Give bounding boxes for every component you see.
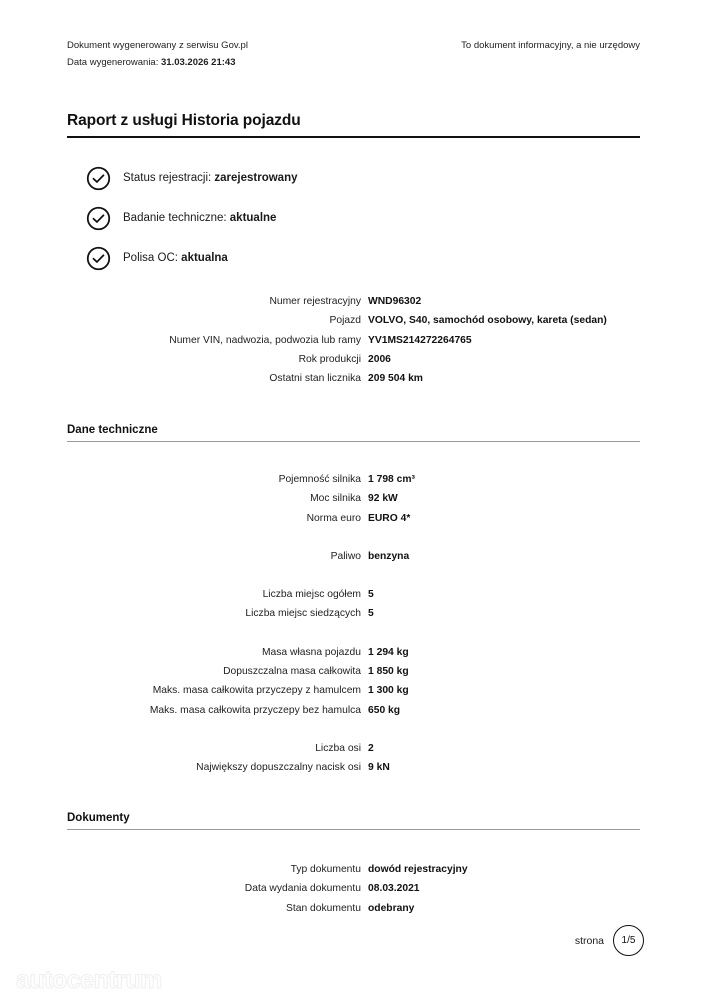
document-header <box>67 38 640 71</box>
table-row <box>0 903 706 922</box>
section-heading-technical <box>67 424 640 442</box>
table-row <box>0 493 706 512</box>
row-value: odebrany <box>368 902 415 914</box>
row-label: Dopuszczalna masa całkowita <box>223 666 361 678</box>
row-spacer <box>0 628 706 647</box>
row-label: Największy dopuszczalny nacisk osi <box>196 762 361 774</box>
generated-date-value: 31.03.2026 21:43 <box>161 56 236 68</box>
section-title: Dane techniczne <box>67 424 158 436</box>
table-row <box>0 647 706 666</box>
table-row <box>0 589 706 608</box>
table-row <box>0 883 706 902</box>
header-left-block <box>67 38 248 71</box>
row-label: Liczba miejsc ogółem <box>262 589 361 601</box>
check-circle-icon <box>86 166 111 191</box>
row-value: YV1MS214272264765 <box>368 334 472 346</box>
row-label: Stan dokumentu <box>286 902 361 914</box>
row-label: Data wydania dokumentu <box>244 883 361 895</box>
row-label: Numer rejestracyjny <box>269 296 361 307</box>
row-value: EURO 4* <box>368 512 411 524</box>
row-value: 1 294 kg <box>368 646 409 658</box>
row-label: Rok produkcji <box>298 353 361 365</box>
row-value: 1 798 cm³ <box>368 474 415 485</box>
row-value: 209 504 km <box>368 373 423 385</box>
vehicle-details-block <box>0 296 706 392</box>
page-footer <box>575 925 644 956</box>
section-divider <box>67 441 640 442</box>
status-value-registration: zarejestrowany <box>214 172 298 184</box>
header-disclaimer: To dokument informacyjny, a nie urzędowy <box>461 40 640 51</box>
row-value: 92 kW <box>368 493 398 505</box>
status-row-registration <box>86 158 626 198</box>
row-value: 2006 <box>368 353 391 365</box>
table-row <box>0 315 706 334</box>
row-value: 1 300 kg <box>368 685 409 697</box>
table-row <box>0 743 706 762</box>
status-text-insurance <box>123 252 228 264</box>
row-value: 5 <box>368 589 374 601</box>
row-value: 2 <box>368 742 374 754</box>
report-title-block <box>67 112 640 138</box>
table-row <box>0 354 706 373</box>
table-row <box>0 685 706 704</box>
section-divider <box>67 829 640 830</box>
page-title: Raport z usługi Historia pojazdu <box>67 112 301 129</box>
table-row <box>0 705 706 724</box>
table-row <box>0 474 706 493</box>
row-spacer <box>0 532 706 551</box>
watermark: autocentrum <box>16 966 162 994</box>
status-label-registration: Status rejestracji: <box>123 172 212 184</box>
row-value: 1 850 kg <box>368 666 409 678</box>
table-row <box>0 373 706 392</box>
row-label: Maks. masa całkowita przyczepy z hamulcem <box>152 685 361 697</box>
row-value: 5 <box>368 608 374 620</box>
row-value: VOLVO, S40, samochód osobowy, kareta (sedan) <box>368 315 607 327</box>
table-row <box>0 864 706 883</box>
row-label: Pojazd <box>329 315 361 327</box>
table-row <box>0 296 706 315</box>
status-label-insurance: Polisa OC: <box>123 252 178 264</box>
row-value: 08.03.2021 <box>368 883 420 895</box>
documents-details-block <box>0 864 706 922</box>
status-label-inspection: Badanie techniczne: <box>123 212 227 224</box>
row-label: Pojemność silnika <box>278 474 361 485</box>
table-row <box>0 666 706 685</box>
status-list <box>86 158 626 278</box>
table-row <box>0 513 706 532</box>
row-label: Ostatni stan licznika <box>269 373 361 385</box>
page-label: strona <box>574 934 604 947</box>
table-row <box>0 551 706 570</box>
source-line: Dokument wygenerowany z serwisu Gov.pl <box>67 40 248 51</box>
title-divider <box>67 136 640 138</box>
generated-date-line <box>67 55 248 72</box>
technical-details-block <box>0 474 706 782</box>
table-row <box>0 335 706 354</box>
generated-date-label: Data wygenerowania: <box>67 56 159 68</box>
row-label: Moc silnika <box>310 493 361 505</box>
check-circle-icon <box>86 246 111 271</box>
row-label: Liczba miejsc siedzących <box>245 608 361 620</box>
table-row <box>0 762 706 781</box>
status-text-inspection <box>123 212 276 224</box>
page-number-badge: 1/5 <box>613 925 644 956</box>
row-label: Liczba osi <box>315 742 361 754</box>
status-row-insurance <box>86 238 626 278</box>
row-value: WND96302 <box>368 296 422 307</box>
row-value: 9 kN <box>368 762 390 774</box>
row-label: Numer VIN, nadwozia, podwozia lub ramy <box>169 334 361 346</box>
table-row <box>0 608 706 627</box>
row-value: benzyna <box>368 550 410 562</box>
row-label: Maks. masa całkowita przyczepy bez hamulca <box>149 704 361 716</box>
row-spacer <box>0 724 706 743</box>
row-value: dowód rejestracyjny <box>368 864 468 875</box>
row-label: Masa własna pojazdu <box>261 646 361 658</box>
status-text-registration <box>123 172 298 184</box>
row-label: Typ dokumentu <box>290 864 361 875</box>
row-spacer <box>0 570 706 589</box>
status-value-inspection: aktualne <box>229 212 277 224</box>
row-label: Norma euro <box>306 512 361 524</box>
row-label: Paliwo <box>330 550 361 562</box>
status-value-insurance: aktualna <box>181 252 228 264</box>
section-heading-documents <box>67 812 640 830</box>
check-circle-icon <box>86 206 111 231</box>
row-value: 650 kg <box>368 704 401 716</box>
section-title: Dokumenty <box>67 812 130 824</box>
status-row-inspection <box>86 198 626 238</box>
